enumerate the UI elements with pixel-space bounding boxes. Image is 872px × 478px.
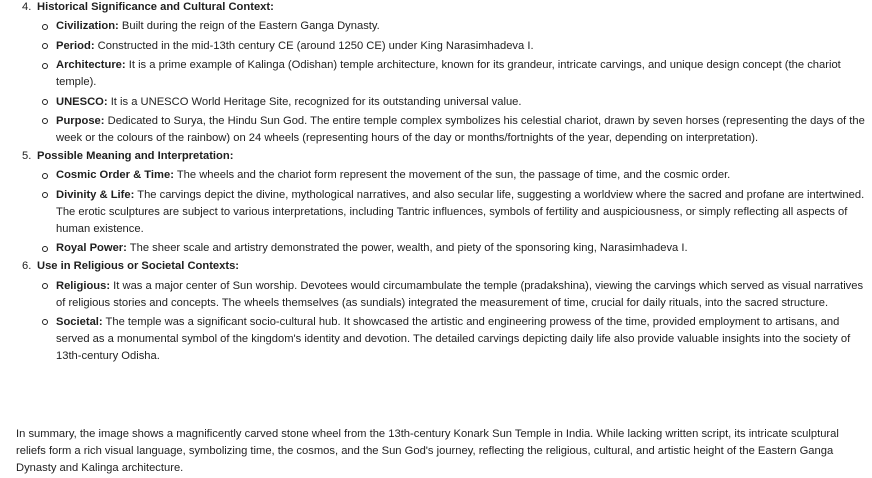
item-text: The temple was a significant socio-cultural hub. It showcased the artistic and engineering prowess of the time, provided employment to artisans, and served as a monumental symbol of the kingdom's identity and devotion. The detailed carvings depicting daily life also provide valuable insights into the society of 13th-century Odisha. xyxy=(56,315,851,362)
item-term: Architecture: xyxy=(56,59,126,72)
section-title: Possible Meaning and Interpretation: xyxy=(37,149,234,162)
item-term: Royal Power: xyxy=(56,242,127,255)
item-text: Dedicated to Surya, the Hindu Sun God. The entire temple complex symbolizes his celestial chariot, drawn by seven horses (representing the days of the week or the colours of the rainbow) on 24 wheels (representing hours of the day or months/fortnights of the year, depending on interpretation). xyxy=(56,114,865,144)
list-item xyxy=(16,57,866,91)
item-text: It was a major center of Sun worship. Devotees would circumambulate the temple (pradakshina), viewing the carvings which served as visual narratives of religious stories and concepts. The wheels themselves (as sundials) integrated the measurement of time, crucial for daily rituals, into the sacred structure. xyxy=(56,279,864,309)
bullet-circle-icon xyxy=(42,43,48,49)
bullet-circle-icon xyxy=(42,173,48,179)
item-term: Cosmic Order & Time: xyxy=(56,169,174,182)
list-item xyxy=(16,240,866,257)
item-term: Religious: xyxy=(56,279,111,292)
list-item xyxy=(16,167,866,184)
response-body xyxy=(16,0,866,365)
item-term: Divinity & Life: xyxy=(56,188,135,201)
item-term: Societal: xyxy=(56,315,103,328)
section-number: 5. xyxy=(22,149,32,162)
item-term: Civilization: xyxy=(56,20,119,33)
item-text: The carvings depict the divine, mythological narratives, and also secular life, suggesting a worldview where the sacred and profane are intertwined. The erotic sculptures are subject to various interpretations, including Tantric influences, symbols of fertility and auspiciousness, or simply reflecting all aspects of human existence. xyxy=(56,188,865,235)
bullet-circle-icon xyxy=(42,63,48,69)
item-term: Purpose: xyxy=(56,114,105,127)
section-number: 4. xyxy=(22,1,32,13)
bullet-circle-icon xyxy=(42,24,48,30)
section-number: 6. xyxy=(22,260,32,273)
section-possible-meaning xyxy=(16,148,866,257)
bullet-list xyxy=(16,278,866,365)
bullet-circle-icon xyxy=(42,192,48,198)
section-title: Historical Significance and Cultural Context: xyxy=(37,1,274,13)
list-item xyxy=(16,314,866,365)
list-item xyxy=(16,94,866,111)
bullet-circle-icon xyxy=(42,118,48,124)
section-religious-societal-use xyxy=(16,258,866,365)
section-heading xyxy=(16,258,866,275)
bullet-list xyxy=(16,18,866,147)
summary-paragraph: In summary, the image shows a magnificently carved stone wheel from the 13th-century Konark Sun Temple in India. While lacking written script, its intricate sculptural reliefs form a rich visual language, symbolizing time, the cosmos, and the Sun God's journey, reflecting the religious, cultural, and artistic height of the Eastern Ganga Dynasty and Kalinga architecture. xyxy=(16,428,839,474)
item-text: It is a UNESCO World Heritage Site, recognized for its outstanding universal value. xyxy=(107,95,522,108)
section-title: Use in Religious or Societal Contexts: xyxy=(37,260,240,273)
list-item xyxy=(16,187,866,238)
item-text: Built during the reign of the Eastern Ganga Dynasty. xyxy=(118,20,380,33)
bullet-circle-icon xyxy=(42,319,48,325)
list-item xyxy=(16,18,866,35)
bullet-circle-icon xyxy=(42,99,48,105)
list-item xyxy=(16,278,866,312)
section-heading xyxy=(16,0,866,16)
item-text: Constructed in the mid-13th century CE (around 1250 CE) under King Narasimhadeva I. xyxy=(94,39,534,52)
list-item xyxy=(16,38,866,55)
item-term: Period: xyxy=(56,39,95,52)
section-heading xyxy=(16,148,866,165)
list-item xyxy=(16,113,866,147)
bullet-list xyxy=(16,167,866,257)
section-historical-significance xyxy=(16,0,866,147)
item-text: The sheer scale and artistry demonstrated the power, wealth, and piety of the sponsoring king, Narasimhadeva I. xyxy=(126,242,688,255)
bullet-circle-icon xyxy=(42,283,48,289)
item-text: It is a prime example of Kalinga (Odishan) temple architecture, known for its grandeur, intricate carvings, and unique design concept (the chariot temple). xyxy=(56,59,841,89)
bullet-circle-icon xyxy=(42,246,48,252)
item-text: The wheels and the chariot form represent the movement of the sun, the passage of time, and the cosmic order. xyxy=(173,169,731,182)
item-term: UNESCO: xyxy=(56,95,108,108)
